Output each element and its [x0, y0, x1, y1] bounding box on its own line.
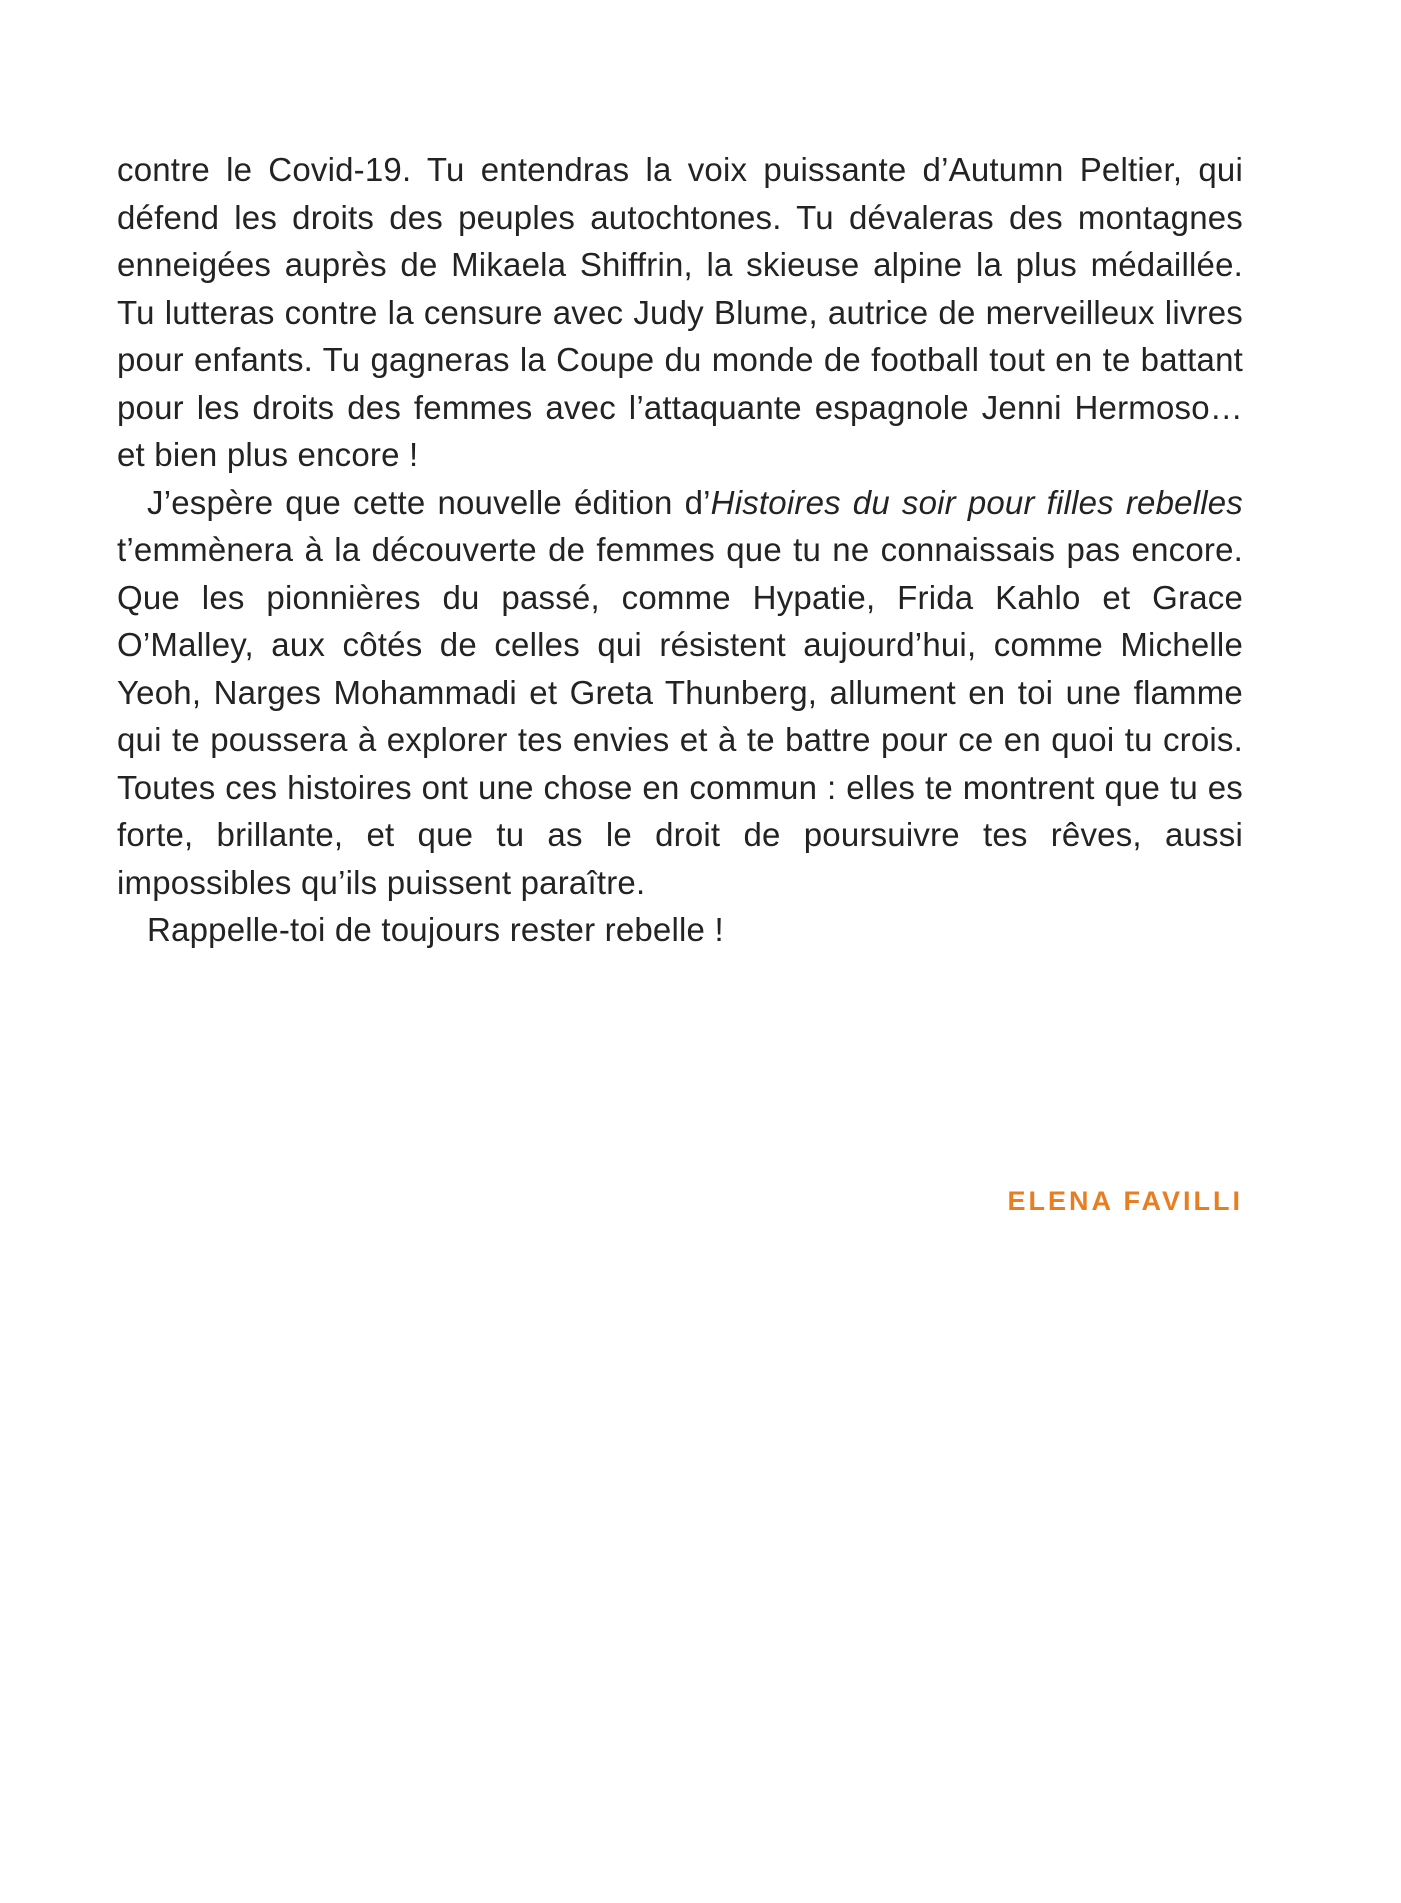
book-title-italic: Histoires du soir pour filles rebelles [710, 483, 1244, 521]
preface-text-block [117, 146, 1243, 954]
paragraph-text: contre le Covid-19. Tu entendras la voix puissante d’Autumn Peltier, qui défend les droits des peuples autochtones. Tu dévaleras des montagnes enneigées auprès de Mikaela Shiffrin, la skieuse alpine la plus médaillée. Tu lutteras contre la censure avec Judy Blume, autrice de merveilleux livres pour enfants. Tu gagneras la Coupe du monde de football tout en te battant pour les droits des femmes avec l’attaquante espagnole Jenni Hermoso… et bien plus encore ! [117, 151, 1243, 473]
author-signature: ELENA FAVILLI [1007, 1186, 1243, 1216]
paragraph-text: Rappelle-toi de toujours rester rebelle ! [147, 911, 724, 948]
paragraph-text-after-title: t’emmènera à la découverte de femmes que tu ne connaissais pas encore. Que les pionnières du passé, comme Hypatie, Frida Kahlo et Grace O’Malley, aux côtés de celles qui résistent aujourd’hui, comme Michelle Yeoh, Narges Mohammadi et Greta Thunberg, allument en toi une flamme qui te poussera à explorer tes envies et à te battre pour ce en quoi tu crois. Toutes ces histoires ont une chose en commun : elles te montrent que tu es forte, brillante, et que tu as le droit de poursuivre tes rêves, aussi impossibles qu’ils puissent paraître. [117, 531, 1243, 901]
paragraph-text-before-title: J’espère que cette nouvelle édition d’ [147, 483, 711, 521]
paragraph-stay-rebel [117, 906, 1243, 954]
paragraph-hope-new-edition [117, 479, 1243, 907]
paragraph-covid-continuation [117, 146, 1243, 479]
